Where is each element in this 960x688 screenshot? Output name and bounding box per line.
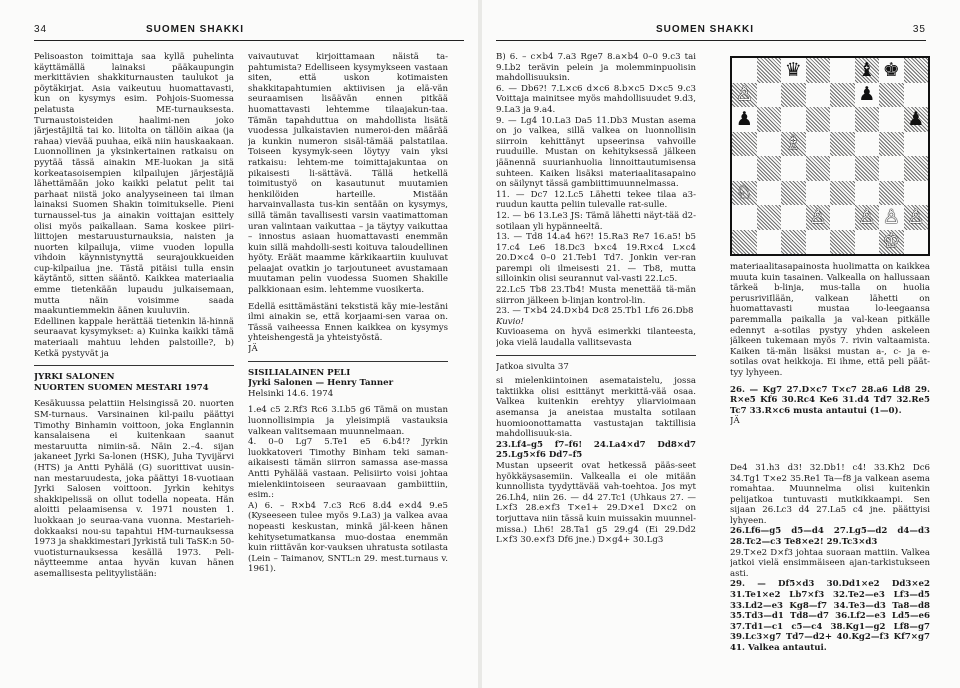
chess-square xyxy=(855,132,880,157)
page-number: 34 xyxy=(34,24,48,35)
chess-square xyxy=(781,181,806,206)
commentary-paragraph: si mielenkiintoinen asemataistelu, jossa taktiikka olisi esittänyt merkittä-vää osaa. Valkea kuitenkin erehtyy yliarvioimaan asemansa ja aneistaa mustalta sotilaan huomioonottamatta vastustajan taktillisia mahdollisuuk-sia. xyxy=(496,376,696,440)
chess-piece-square: ♟ xyxy=(732,107,757,132)
chess-square xyxy=(732,205,757,230)
chess-square xyxy=(732,230,757,255)
game-place-date: Helsinki 14.6. 1974 xyxy=(248,388,334,399)
game-moves: 11. — Dc7 12.Lc5 Lähetti tekee tilaa a3-ruudun kautta peliin tulevalle rat-sulle. xyxy=(496,189,696,211)
chess-piece-square: ♟ xyxy=(904,107,929,132)
chess-square xyxy=(757,132,782,157)
left-column-2 xyxy=(248,52,448,674)
chess-square xyxy=(904,132,929,157)
chess-square xyxy=(806,132,831,157)
chess-square xyxy=(855,230,880,255)
editorial-paragraph: Edellinen kappale herättää tietenkin lä-hinnä seuraavat kysymykset: a) Kuinka kaikki tämä materiaali mahtuu lehden palstoille?, b) Ketkä pystyvät ja xyxy=(34,316,234,359)
chess-square xyxy=(757,230,782,255)
article-heading: JYRKI SALONEN xyxy=(34,372,115,383)
editorial-paragraph: Pelisoaston toimittaja saa kyllä puhelinta käyttämällä lainaksi pääkaupungin merkittävien shakkiturnausten taulukot ja pöytäkirjat. Asia vaikeutuu huomattavasti, kun on kysymys esim. Pohjois-Suomessa pelatusta ME-turnauksesta. Turnaustoisteiden haalimi-nen joko järjestäjiltä tai ko. liitolta on tällöin aikaa (ja rahaa) vievää puuhaa, eikä niin hauskaakaan. Luonnollinen ja yksinkertainen ratkaisu on pyytää tässä ainakin ME-luokan ja sitä korkeatasoisempien kilpailujen järjestäjiä lähettämään joko kaikki pelatut pelit tai parhaat niistä joko analyyseineen tai ilman lainaksi Suomen Shakin toimitukselle. Pieni turnaussel-tus ja ainakin voittajan esittely olisi myös paikallaan. Sama koskee piiri-liittojen mestaruusturnauksia, naisten ja nuorten kilpailuja, viime vuoden lopulla vihdoin käynnistynyttä seurajoukkueiden cup-kilpailua jne. Tästä pitäisi tulla ensin käytäntö, sitten sääntö. Kaikkea materiaalia emme tietenkään lupaudu julkaisemaan, mutta näin voisimme saada maakuntiemmekin äänen kuuluviin. xyxy=(34,52,234,317)
right-column-2 xyxy=(730,262,930,674)
chess-square xyxy=(879,107,904,132)
left-page xyxy=(0,0,478,688)
chess-square xyxy=(806,230,831,255)
chess-diagram xyxy=(730,56,930,256)
chess-square xyxy=(830,156,855,181)
game-heading: SISILIALAINEN PELI xyxy=(248,367,351,378)
game-moves: B) 6. – c×b4 7.a3 Rge7 8.a×b4 0–0 9.c3 tai 9.Lb2 terävin pelein ja molemminpuolisin mahdollisuuksin. xyxy=(496,52,696,84)
chess-square xyxy=(879,132,904,157)
author-signature: JÄ xyxy=(248,344,258,355)
chess-piece-square: ♙ xyxy=(732,83,757,108)
page-number: 35 xyxy=(912,24,926,35)
chess-square xyxy=(806,83,831,108)
right-column-1 xyxy=(496,52,696,674)
chess-square xyxy=(806,58,831,83)
chess-square xyxy=(806,156,831,181)
running-title: SUOMEN SHAKKI xyxy=(656,24,755,35)
chess-square xyxy=(757,156,782,181)
article-subheading: NUORTEN SUOMEN MESTARI 1974 xyxy=(34,382,209,393)
chess-square xyxy=(781,107,806,132)
commentary-paragraph: Kuvioasema on hyvä esimerkki tilanteesta, joka vielä laudalla vallitsevasta xyxy=(496,327,696,349)
chess-square xyxy=(781,230,806,255)
game-moves: 23. — T×b4 24.D×b4 Dc8 25.Tb1 Lf6 26.Db8 xyxy=(496,306,694,317)
game-moves: 9. — Lg4 10.La3 Da5 11.Db3 Mustan asema on jo valkea, sillä valkea on luonnollisin siirroin kehittänyt upseerinsa vahvoille ruuduille. Mustan on kehityksessä jälkeen jäänennä suurianhuolia linnoittautumisensa suhteen. Kaiken lisäksi materiaalitasapaino on säilynyt tässä gambiittimuunnelmassa. xyxy=(496,115,696,190)
chess-piece-square: ♝ xyxy=(855,58,880,83)
chess-square xyxy=(904,83,929,108)
game-moves: 23.Lf4–g5 f7–f6! 24.La4×d7 Dd8×d7 25.Lg5×f6 Dd7–f5 xyxy=(496,439,696,461)
chess-square xyxy=(732,132,757,157)
chess-square xyxy=(757,83,782,108)
game-moves: 29. — Df5×d3 30.Dd1×e2 Dd3×e2 31.Te1×e2 Lb7×f3 32.Te2—e3 Lf3—d5 33.Ld2—e3 Kg8—f7 34.Te3—d3 Ta8—d8 35.Td3—d1 Td8—d7 36.Lf2—e3 Ld5—e6 37.Td1—c1 c5—c4 38.Kg1—g2 Lf8—g7 39.Lc3×g7 Td7—d2+ 40.Kg2—f3 Kf7×g7 41. Valkea antautui. xyxy=(730,579,930,653)
chess-square xyxy=(806,181,831,206)
chess-square xyxy=(781,205,806,230)
chess-square xyxy=(806,107,831,132)
commentary-paragraph: materiaalitasapainosta huolimatta on kaikkea muuta kuin tasainen. Valkealla on hallussaan tärkeä b-linja, mus-talla on huolia perusriviIlään, valkean lähetti on huomattavasti mustaa lo-leegaansa paremmalla paikalla ja val-kean pitkälle edennyt a-sotilas pystyy yhden askeleen jälkeen tukemaan myös 7. rivin valtaamista. Kaiken tä-män lisäksi mustan a-, c- ja e-sotilas ovat heikkoja. Ei ihme, että peli päät-tyy lyhyeen. xyxy=(730,262,930,378)
chess-square xyxy=(830,132,855,157)
editorial-paragraph: vaivautuvat kirjoittamaan näistä ta-pahtumista? Edelliseen kysymykseen vastaan siten, että uskon kotimaisten shakkitapahtumien aktiivisen ja elä-vän seuraamisen lisäävän ennen pitkää huomattavasti lehtemme tilaajakun-taa. Tämän tapahduttua on mahdollista lisätä vuodessa julkaistavien numeroi-den määrää ja kunkin numeron sisäl-tämää palstatilaa. Toiseen kysymyk-seen löytyy vain yksi ratkaisu: lehtem-me toimittajakuntaa on pikaisesti li-sättävä. Tällä hetkellä toimitustyö on kasautunut muutamien henkilöiden harteille. Mistään harvainvallasta tus-kin sentään on kysymys, sillä tämän tavallisesti varsin vaatimattoman uran valintaan vaikuttaa – ja täytyy vaikuttaa – innostus asiaan huomattavasti enemmän kuin sillä mahdolli-sesti koituva taloudellinen hyöty. Eräät maamme kärkikaartiin kuuluvat pelaajat ovatkin jo tarjoutuneet avustamaan muutaman pelin vuodessa Suomen Shakille palkkionaan esim. lehtemme vuosikerta. xyxy=(248,52,448,296)
chess-square xyxy=(879,181,904,206)
game-moves: 1.e4 c5 2.Rf3 Rc6 3.Lb5 g6 Tämä on mustan luonnollisimpia ja yleisimpiä vastauksia valkean valitsemaan muunnelmaan. xyxy=(248,405,448,437)
divider xyxy=(248,361,448,362)
article-paragraph: Kesäkuussa pelattiin Helsingissä 20. nuorten SM-turnaus. Varsinainen kil-pailu päättyi Timothy Binhamin voittoon, joka Englannin kansalaisena ei kuitenkaan saanut mestaruutta nimiin-sä. Näin 2.–4. sijan jakaneet Jyrki Sa-lonen (HSK), Juha Tyvijärvi (HTS) ja Antti Pyhälä (G) suorittivat uusin-nan mestaruudesta, joka päättyi 18-vuotiaan Jyrki Salosen voittoon. Jyrkin kehitys shakkipelissä on ollut todella nopeata. Hän aloitti pelaamisensa v. 1971 nousten 1. luokkaan jo seuraa-vana vuonna. Mestariehdokkaaksi nou-su tapahtui HM-turnauksessa 1973 ja shakkimestari Jyrkistä tuli TaSK:n 50-vuotisturnauksessa kesällä 1973. Peli-näytteemme antaa hyvän kuvan hänen asemallisesta pelityylistään: xyxy=(34,399,234,579)
diagram-reference: Kuvio! xyxy=(496,316,524,327)
chess-square xyxy=(855,107,880,132)
game-moves: A) 6. – R×b4 7.c3 Rc6 8.d4 e×d4 9.e5 (Kyseeseen tulee myös 9.La3) ja valkea avaa nopeasti keskustan, minkä jäl-keen hänen kehitysetumatkansa muo-dostaa enemmän kuin riittävän kor-vauksen uhratusta sotilasta (Lein – Taimanov, SNTL:n 29. mest.turnaus v. 1961). xyxy=(248,500,448,575)
chess-piece-square: ♛ xyxy=(781,58,806,83)
chess-piece-square: ♔ xyxy=(879,230,904,255)
chess-square xyxy=(732,156,757,181)
chess-square xyxy=(855,181,880,206)
chess-square xyxy=(904,58,929,83)
chess-square xyxy=(732,58,757,83)
chess-square xyxy=(781,156,806,181)
chess-square xyxy=(757,58,782,83)
chess-piece-square: ♙ xyxy=(879,205,904,230)
chess-square xyxy=(904,181,929,206)
game-players: Jyrki Salonen — Henry Tanner xyxy=(248,378,394,389)
continuation-caption: Jatkoa sivulta 37 xyxy=(496,361,569,372)
chess-square xyxy=(879,83,904,108)
chess-square xyxy=(757,205,782,230)
chess-square xyxy=(781,83,806,108)
chess-piece-square: ♙ xyxy=(806,205,831,230)
chess-piece-square: ♘ xyxy=(732,181,757,206)
chess-square xyxy=(904,230,929,255)
commentary-paragraph: De4 31.h3 d3! 32.Db1! c4! 33.Kh2 Dc6 34.Tg1 T×e2 35.Re1 Ta—f8 ja valkean asema romahtaa. Muunnelma olisi kuitenkin pelijatkoa tuntuvasti mutkikkaampi. Sen sijaan 26.Lc3 d4 27.La5 c4 jne. päättyisi lyhyeen. xyxy=(730,462,930,526)
game-moves: 26.Lf6—g5 d5—d4 27.Lg5—d2 d4—d3 28.Tc2—c3 Te8×e2! 29.Tc3×d3 xyxy=(730,526,930,548)
chess-square xyxy=(855,156,880,181)
running-title: SUOMEN SHAKKI xyxy=(146,24,245,35)
chess-square xyxy=(830,83,855,108)
chess-piece-square: ♗ xyxy=(781,132,806,157)
left-page-header xyxy=(34,18,464,41)
chess-square xyxy=(757,181,782,206)
divider xyxy=(34,365,234,366)
game-moves: 26. — Kg7 27.D×c7 T×c7 28.a6 Ld8 29. R×e5 Kf6 30.Rc4 Ke6 31.d4 Td7 32.Re5 Tc7 33.R×c6 musta antautui (1—0). xyxy=(730,384,930,416)
chess-piece-square: ♙ xyxy=(855,205,880,230)
game-moves: 4. 0–0 Lg7 5.Te1 e5 6.b4!? Jyrkin luokkatoveri Timothy Binham teki saman-aikaisesti tämän siirron samassa ase-massa Antti Pyhälää vastaan. Pelisiirto voisi johtaa mielenkiintoiseen seuraavaan gambiittiin, esim.: xyxy=(248,437,448,501)
commentary-paragraph: Mustan upseerit ovat hetkessä pääs-seet hyökkäysasemiin. Valkealla ei ole mitään kunnollista tyydyttävää vah-toehtoa. Jos myt 26.Lh4, niin 26. — d4 27.Tc1 (Uhkaus 27. — L×f3 28.e×f3 T×e1+ 29.D×e1 D×c2 on torjuttava niin tässä kuin muissakin muunnel-missa.) Lh6! 28.Ta1 g5 29.g4 (Ei 29.Dd2 L×f3 30.e×f3 Df6 jne.) D×g4+ 30.Lg3 xyxy=(496,460,696,546)
chess-square xyxy=(757,107,782,132)
chess-square xyxy=(830,205,855,230)
game-moves: 6. — Db6?! 7.L×c6 d×c6 8.b×c5 D×c5 9.c3 Voittaja mainitsee myös mahdollisuudet 9.d3, 9.La3 ja 9.a4. xyxy=(496,83,696,115)
chess-piece-square: ♟ xyxy=(855,83,880,108)
editorial-paragraph: Edellä esittämästäni tekstistä käy mie-lestäni ilmi ainakin se, että korjaami-sen varaa on. Tässä vaiheessa Ennen kaikkea on kysymys yhteishengestä ja yhteistyöstä. xyxy=(248,301,448,344)
left-column-1 xyxy=(34,52,234,674)
right-page xyxy=(482,0,960,688)
chess-square xyxy=(830,58,855,83)
game-moves: 22.Lc5 Tb8 23.Tb4! Musta menettää tä-män siirron jälkeen b-linjan kontrol-lin. xyxy=(496,285,696,306)
chess-square xyxy=(830,181,855,206)
game-moves: 12. — b6 13.Le3 JS: Tämä lähetti näyt-tää d2-sotilaan yli hypänneeltä. xyxy=(496,210,696,232)
divider xyxy=(496,355,696,356)
chess-piece-square: ♙ xyxy=(904,205,929,230)
chess-square xyxy=(904,156,929,181)
chess-square xyxy=(879,156,904,181)
game-moves: 13. — Td8 14.a4 h6?! 15.Ra3 Re7 16.a5! b5 17.c4 Le6 18.Dc3 b×c4 19.R×c4 L×c4 20.D×c4 0–0 21.Teb1 Td7. Jonkin ver-ran parempi oli ilmeisesti 21. — Tb8, mutta silloinkin olisi seurannut val-vasti 22.Lc5. xyxy=(496,232,696,285)
chess-piece-square: ♚ xyxy=(879,58,904,83)
right-page-header xyxy=(496,18,926,41)
commentary-paragraph: 29.T×e2 D×f3 johtaa suoraan mattiin. Valkea jatkoi vielä ensimmäiseen ajan-tarkistukseen asti. xyxy=(730,547,930,579)
chess-square xyxy=(830,230,855,255)
author-signature: JÄ xyxy=(730,416,740,427)
chess-square xyxy=(830,107,855,132)
